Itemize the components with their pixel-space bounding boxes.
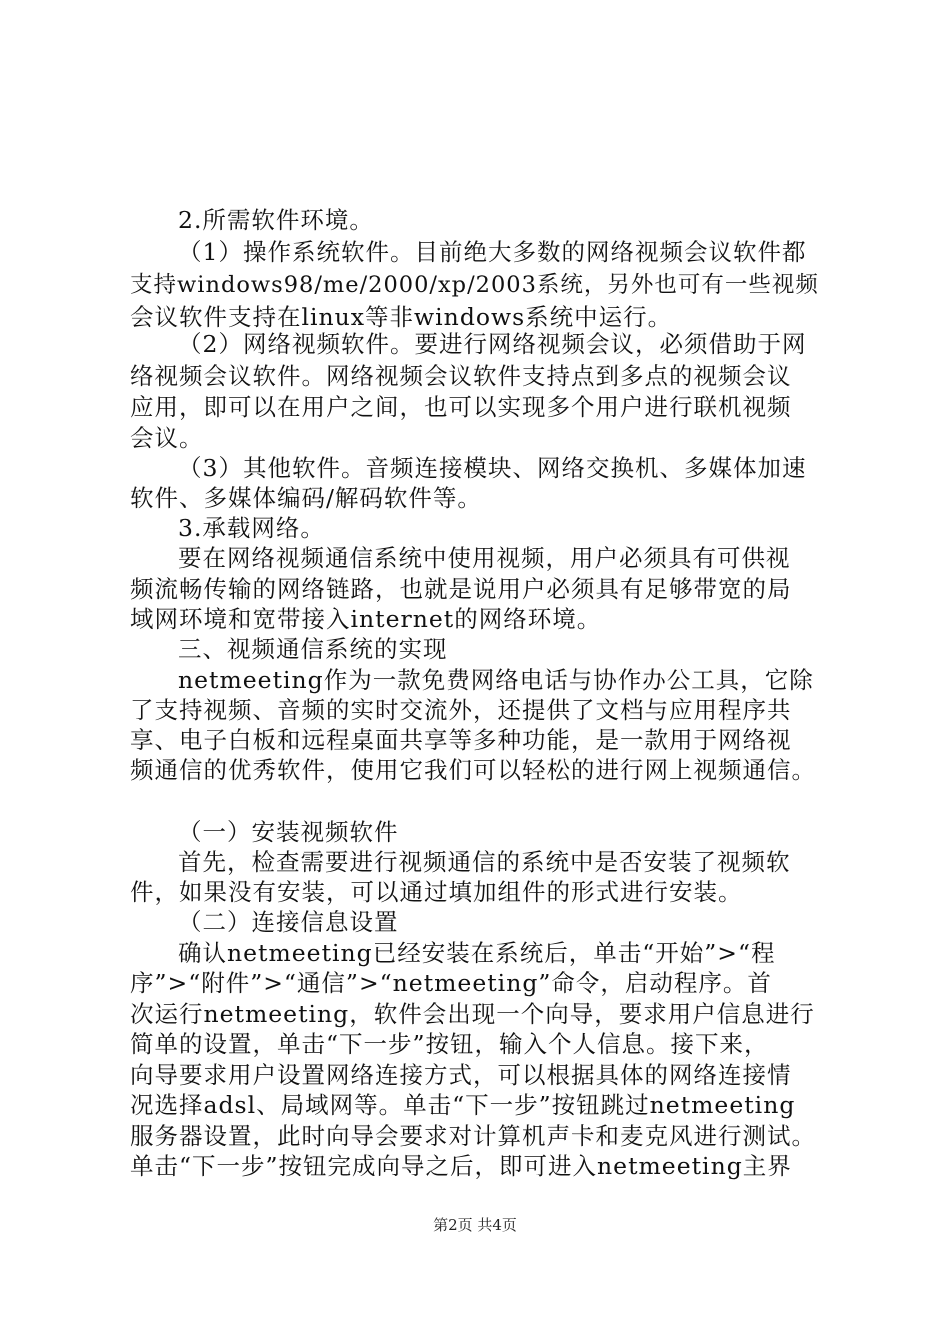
- subsection-heading: （二）连接信息设置: [178, 908, 399, 936]
- text-line: 况选择adsl、局域网等。单击“下一步”按钮跳过netmeeting: [130, 1091, 796, 1119]
- text-line: 单击“下一步”按钮完成向导之后，即可进入netmeeting主界: [130, 1152, 792, 1180]
- text-line: 次运行netmeeting，软件会出现一个向导，要求用户信息进行: [130, 1000, 815, 1028]
- text-line: 件，如果没有安装，可以通过填加组件的形式进行安装。: [130, 878, 743, 906]
- text-line: 频通信的优秀软件，使用它我们可以轻松的进行网上视频通信。: [130, 756, 816, 784]
- text-line: 确认netmeeting已经安装在系统后，单击“开始”>“程: [178, 939, 776, 967]
- text-line: 软件、多媒体编码/解码软件等。: [130, 484, 482, 512]
- text-line: 会议软件支持在linux等非windows系统中运行。: [130, 303, 673, 331]
- text-line: （2）网络视频软件。要进行网络视频会议，必须借助于网: [178, 330, 807, 358]
- text-line: 了支持视频、音频的实时交流外，还提供了文档与应用程序共: [130, 696, 792, 724]
- text-line: 应用，即可以在用户之间，也可以实现多个用户进行联机视频: [130, 393, 792, 421]
- text-line: 向导要求用户设置网络连接方式，可以根据具体的网络连接情: [130, 1061, 792, 1089]
- text-line: 首先，检查需要进行视频通信的系统中是否安装了视频软: [178, 848, 791, 876]
- text-line: 域网环境和宽带接入internet的网络环境。: [130, 605, 602, 633]
- text-line: netmeeting作为一款免费网络电话与协作办公工具，它除: [178, 666, 814, 694]
- text-line: 3.承载网络。: [178, 514, 325, 542]
- text-line: 支持windows98/me/2000/xp/2003系统，另外也可有一些视频: [130, 272, 819, 298]
- text-line: （1）操作系统软件。目前绝大多数的网络视频会议软件都: [178, 238, 807, 266]
- section-heading: 三、视频通信系统的实现: [178, 635, 448, 663]
- text-line: 2.所需软件环境。: [178, 206, 374, 234]
- text-line: 享、电子白板和远程桌面共享等多种功能，是一款用于网络视: [130, 726, 792, 754]
- page-footer: 第2页 共4页: [433, 1216, 517, 1234]
- subsection-heading: （一）安装视频软件: [178, 818, 399, 846]
- text-line: 络视频会议软件。网络视频会议软件支持点到多点的视频会议: [130, 362, 792, 390]
- text-line: 简单的设置，单击“下一步”按钮，输入个人信息。接下来，: [130, 1030, 769, 1058]
- text-line: 会议。: [130, 424, 204, 452]
- text-line: （3）其他软件。音频连接模块、网络交换机、多媒体加速: [178, 454, 807, 482]
- text-line: 频流畅传输的网络链路，也就是说用户必须具有足够带宽的局: [130, 575, 792, 603]
- text-line: 序”>“附件”>“通信”>“netmeeting”命令，启动程序。首: [130, 969, 772, 997]
- text-line: 要在网络视频通信系统中使用视频，用户必须具有可供视: [178, 544, 791, 572]
- text-line: 服务器设置，此时向导会要求对计算机声卡和麦克风进行测试。: [130, 1122, 816, 1150]
